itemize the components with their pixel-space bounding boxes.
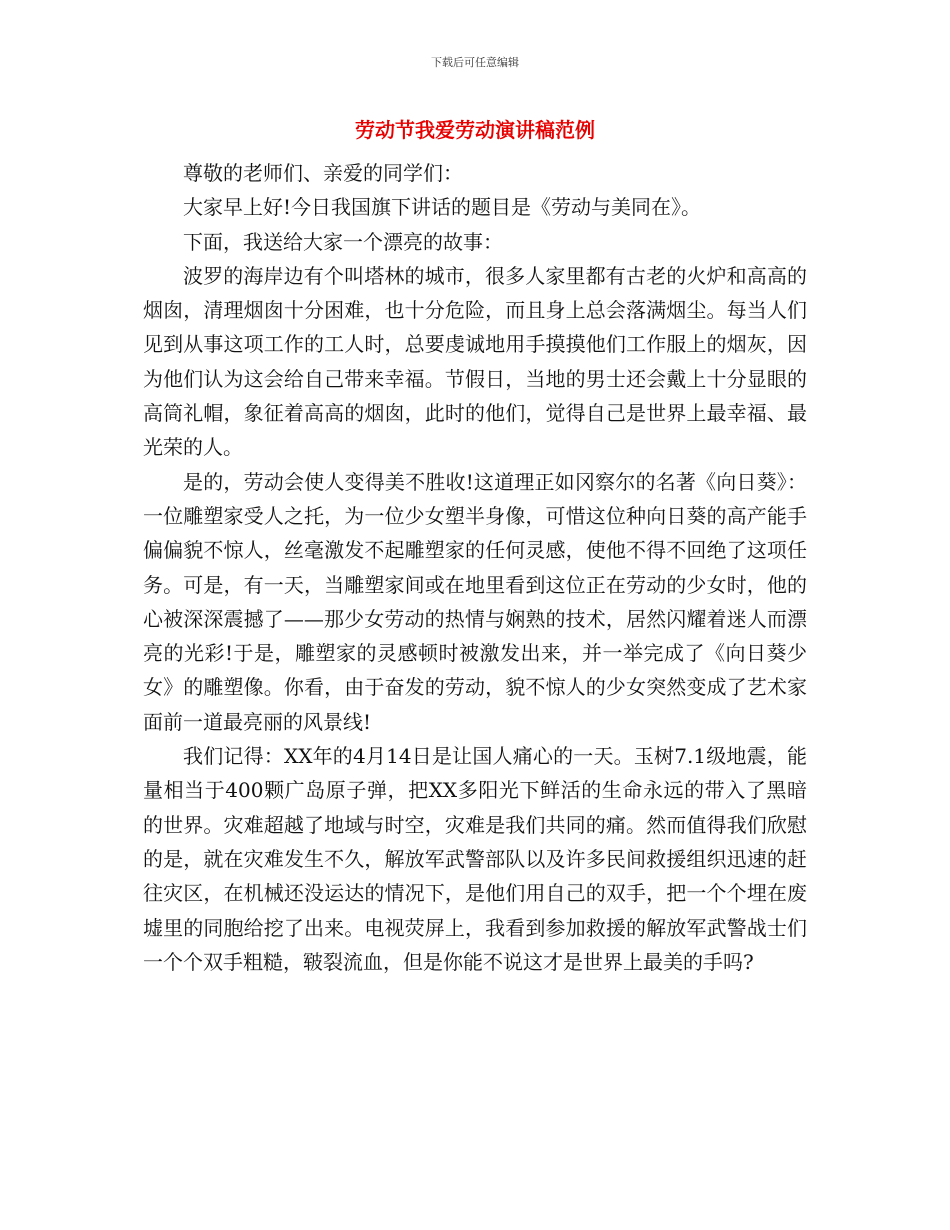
- page-header-note: 下载后可任意编辑: [431, 56, 519, 69]
- paragraph-sunflower-story: 是的，劳动会使人变得美不胜收!这道理正如冈察尔的名著《向日葵》：一位雕塑家受人之托，为一位少女塑半身像，可惜这位种向日葵的高产能手偏偏貌不惊人，丝毫激发不起雕塑家的任何灵感，使他不得不回绝了这项任务。可是，有一天，当雕塑家间或在地里看到这位正在劳动的少女时，他的心被深深震撼了——那少女劳动的热情与娴熟的技术，居然闪耀着迷人而漂亮的光彩!于是，雕塑家的灵感顿时被激发出来，并一举完成了《向日葵少女》的雕塑像。你看，由于奋发的劳动，貌不惊人的少女突然变成了艺术家面前一道最亮丽的风景线!: [143, 469, 807, 734]
- paragraph-greeting: 大家早上好!今日我国旗下讲话的题目是《劳动与美同在》。: [183, 195, 702, 220]
- paragraph-yushu-earthquake: 我们记得：XX年的4月14日是让国人痛心的一天。玉树7.1级地震，能量相当于400颗广岛原子弹，把XX多阳光下鲜活的生命永远的带入了黑暗的世界。灾难超越了地域与时空，灾难是我们共同的痛。然而值得我们欣慰的是，就在灾难发生不久，解放军武警部队以及许多民间救援组织迅速的赶往灾区，在机械还没运达的情况下，是他们用自己的双手，把一个个埋在废墟里的同胞给挖了出来。电视荧屏上，我看到参加救援的解放军武警战士们一个个双手粗糙，皲裂流血，但是你能不说这才是世界上最美的手吗?: [143, 744, 807, 974]
- document-body: [143, 156, 807, 979]
- document-title: 劳动节我爱劳动演讲稿范例: [355, 118, 595, 142]
- paragraph-tallinn-story: 波罗的海岸边有个叫塔林的城市，很多人家里都有古老的火炉和高高的烟囱，清理烟囱十分困难，也十分危险，而且身上总会落满烟尘。每当人们见到从事这项工作的工人时，总要虔诚地用手摸摸他们工作服上的烟灰，因为他们认为这会给自己带来幸福。节假日，当地的男士还会戴上十分显眼的高筒礼帽，象征着高高的烟囱，此时的他们，觉得自己是世界上最幸福、最光荣的人。: [143, 263, 807, 460]
- paragraph-intro: 下面，我送给大家一个漂亮的故事：: [183, 229, 503, 254]
- paragraph-salutation: 尊敬的老师们、亲爱的同学们：: [183, 161, 463, 185]
